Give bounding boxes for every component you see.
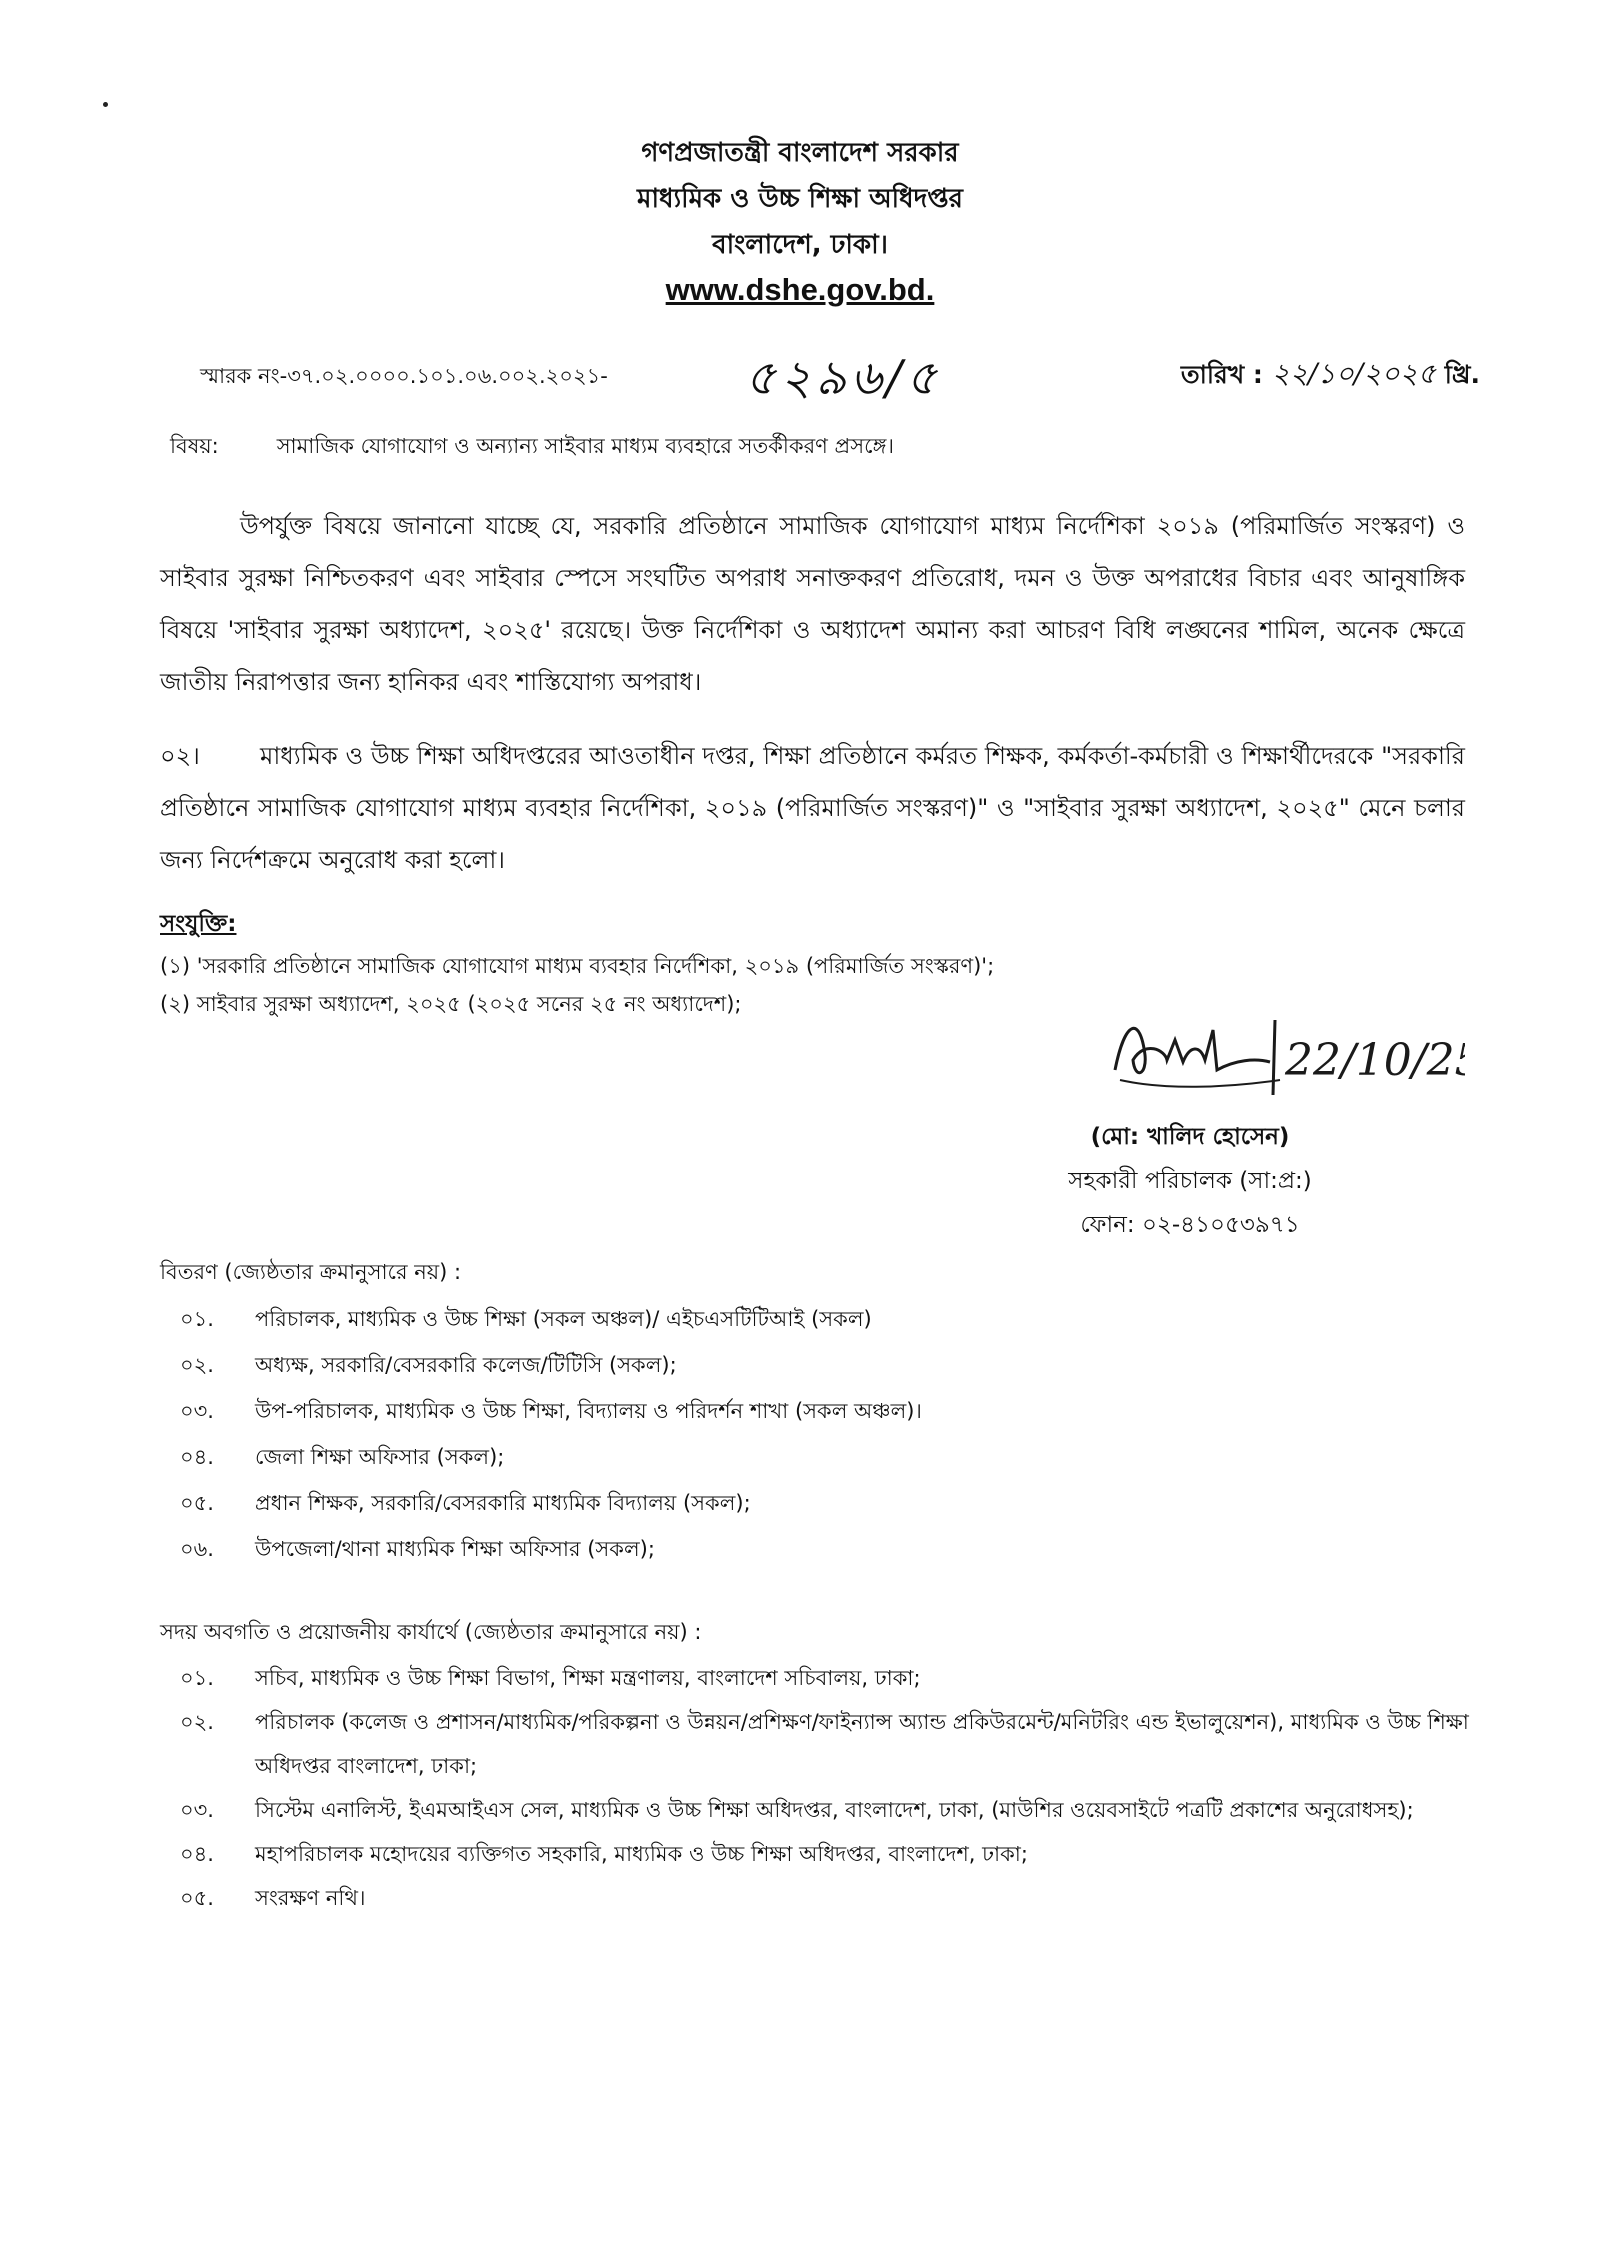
subject-label: বিষয়: (170, 434, 219, 458)
date-value: ২২/১০/২০২৫ (1271, 357, 1437, 390)
item-number: ০২. (180, 1710, 214, 1734)
item-text: সচিব, মাধ্যমিক ও উচ্চ শিক্ষা বিভাগ, শিক্ষা মন্ত্রণালয়, বাংলাদেশ সচিবালয়, ঢাকা; (255, 1666, 921, 1690)
item-text: মহাপরিচালক মহোদয়ের ব্যক্তিগত সহকারি, মাধ্যমিক ও উচ্চ শিক্ষা অধিদপ্তর, বাংলাদেশ, ঢাকা; (255, 1842, 1028, 1866)
office-location: বাংলাদেশ, ঢাকা। (712, 230, 888, 260)
handwritten-signature (1105, 1000, 1465, 1110)
signatory-phone: ফোন: ০২-৪১০৫৩৯৭১ (1080, 1212, 1300, 1238)
signatory-block (1010, 1115, 1370, 1247)
item-text: প্রধান শিক্ষক, সরকারি/বেসরকারি মাধ্যমিক বিদ্যালয় (সকল); (255, 1491, 751, 1515)
distribution-list (160, 1252, 1480, 1572)
list-item (160, 1656, 1480, 1700)
item-number: ০১. (180, 1307, 214, 1331)
item-text: সংরক্ষণ নথি। (255, 1886, 366, 1910)
item-text: উপ-পরিচালক, মাধ্যমিক ও উচ্চ শিক্ষা, বিদ্যালয় ও পরিদর্শন শাখা (সকল অঞ্চল)। (255, 1399, 922, 1423)
item-number: ০৪. (180, 1445, 214, 1469)
body-paragraph-1: উপর্যুক্ত বিষয়ে জানানো যাচ্ছে যে, সরকারি প্রতিষ্ঠানে সামাজিক যোগাযোগ মাধ্যম নির্দেশিকা ২০১৯ (পরিমার্জিত সংস্করণ) ও সাইবার সুরক্ষা নিশ্চিতকরণ এবং সাইবার স্পেসে সংঘটিত অপরাধ সনাক্তকরণ প্রতিরোধ, দমন ও উক্ত অপরাধের বিচার এবং আনুষাঙ্গিক বিষয়ে 'সাইবার সুরক্ষা অধ্যাদেশ, ২০২৫' রয়েছে। উক্ত নির্দেশিকা ও অধ্যাদেশ অমান্য করা আচরণ বিধি লঙ্ঘনের শামিল, অনেক ক্ষেত্রে জাতীয় নিরাপত্তার জন্য হানিকর এবং শাস্তিযোগ্য অপরাধ। (160, 512, 1465, 696)
memo-number-label: স্মারক নং-৩৭.০২.০০০০.১০১.০৬.০০২.২০২১- (200, 364, 608, 388)
memo-reference-row (200, 348, 1480, 408)
list-item (160, 1296, 1480, 1342)
item-text: পরিচালক (কলেজ ও প্রশাসন/মাধ্যমিক/পরিকল্পনা ও উন্নয়ন/প্রশিক্ষণ/ফাইন্যান্স অ্যান্ড প্রকিউরমেন্ট/মনিটরিং এন্ড ইভালুয়েশন), মাধ্যমিক ও উচ্চ শিক্ষা অধিদপ্তর বাংলাদেশ, ঢাকা; (255, 1710, 1469, 1778)
subject-text: সামাজিক যোগাযোগ ও অন্যান্য সাইবার মাধ্যম ব্যবহারে সতর্কীকরণ প্রসঙ্গে। (276, 434, 894, 458)
item-number: ০১. (180, 1666, 214, 1690)
list-item (160, 1832, 1480, 1876)
distribution-heading: বিতরণ (জ্যেষ্ঠতার ক্রমানুসারে নয়) : (160, 1260, 462, 1284)
item-number: ০৫. (180, 1886, 214, 1910)
item-text: পরিচালক, মাধ্যমিক ও উচ্চ শিক্ষা (সকল অঞ্চল)/ এইচএসটিটিআই (সকল) (255, 1307, 872, 1331)
body-paragraph-2 (160, 730, 1465, 886)
paragraph-2-text: মাধ্যমিক ও উচ্চ শিক্ষা অধিদপ্তরের আওতাধীন দপ্তর, শিক্ষা প্রতিষ্ঠানে কর্মরত শিক্ষক, কর্মকর্তা-কর্মচারী ও শিক্ষার্থীদেরকে "সরকারি প্রতিষ্ঠানে সামাজিক যোগাযোগ মাধ্যম ব্যবহার নির্দেশিকা, ২০১৯ (পরিমার্জিত সংস্করণ)" ও "সাইবার সুরক্ষা অধ্যাদেশ, ২০২৫" মেনে চলার জন্য নির্দেশক্রমে অনুরোধ করা হলো। (160, 742, 1465, 874)
item-number: ০৩. (180, 1399, 214, 1423)
copies-heading: সদয় অবগতি ও প্রয়োজনীয় কার্যার্থে (জ্যেষ্ঠতার ক্রমানুসারে নয়) : (160, 1620, 702, 1644)
memo-date (1181, 352, 1480, 399)
subject-line (170, 430, 894, 465)
list-item (160, 1526, 1480, 1572)
list-item (160, 1876, 1480, 1920)
scan-speck (103, 102, 108, 107)
signatory-name: (মো: খালিদ হোসেন) (1090, 1124, 1290, 1150)
letterhead (500, 130, 1100, 308)
date-suffix: খ্রি. (1444, 360, 1480, 389)
item-text: অধ্যক্ষ, সরকারি/বেসরকারি কলেজ/টিটিসি (সকল); (255, 1353, 677, 1377)
list-item (160, 1342, 1480, 1388)
list-item (160, 1700, 1480, 1788)
memo-handwritten-number: ৫২৯৬/৫ (745, 350, 942, 406)
item-text: উপজেলা/থানা মাধ্যমিক শিক্ষা অফিসার (সকল); (255, 1537, 655, 1561)
item-number: ০৩. (180, 1798, 214, 1822)
copies-list (160, 1612, 1480, 1920)
item-text: সিস্টেম এনালিস্ট, ইএমআইএস সেল, মাধ্যমিক ও উচ্চ শিক্ষা অধিদপ্তর, বাংলাদেশ, ঢাকা, (মাউশির ওয়েবসাইটে পত্রটি প্রকাশের অনুরোধসহ); (255, 1798, 1414, 1822)
item-number: ০৪. (180, 1842, 214, 1866)
item-number: ০২. (180, 1353, 214, 1377)
paragraph-number: ০২। (160, 742, 200, 770)
attachment-item: (১) 'সরকারি প্রতিষ্ঠানে সামাজিক যোগাযোগ মাধ্যম ব্যবহার নির্দেশিকা, ২০১৯ (পরিমার্জিত সংস্করণ)'; (160, 954, 995, 978)
item-text: জেলা শিক্ষা অফিসার (সকল); (255, 1445, 505, 1469)
list-item (160, 1788, 1480, 1832)
attachments-section (160, 905, 994, 1023)
item-number: ০৬. (180, 1537, 214, 1561)
attachments-title: সংযুক্তি: (160, 911, 237, 937)
website-link[interactable]: www.dshe.gov.bd. (665, 272, 935, 307)
date-label: তারিখ : (1180, 360, 1263, 389)
list-item (160, 1480, 1480, 1526)
office-name: মাধ্যমিক ও উচ্চ শিক্ষা অধিদপ্তর (637, 184, 963, 214)
signature-date: 22/10/25 (1285, 1035, 1465, 1086)
list-item (160, 1388, 1480, 1434)
item-number: ০৫. (180, 1491, 214, 1515)
govt-name: গণপ্রজাতন্ত্রী বাংলাদেশ সরকার (641, 138, 959, 168)
list-item (160, 1434, 1480, 1480)
attachment-item: (২) সাইবার সুরক্ষা অধ্যাদেশ, ২০২৫ (২০২৫ সনের ২৫ নং অধ্যাদেশ); (160, 992, 742, 1016)
signatory-designation: সহকারী পরিচালক (সা:প্র:) (1068, 1168, 1312, 1194)
